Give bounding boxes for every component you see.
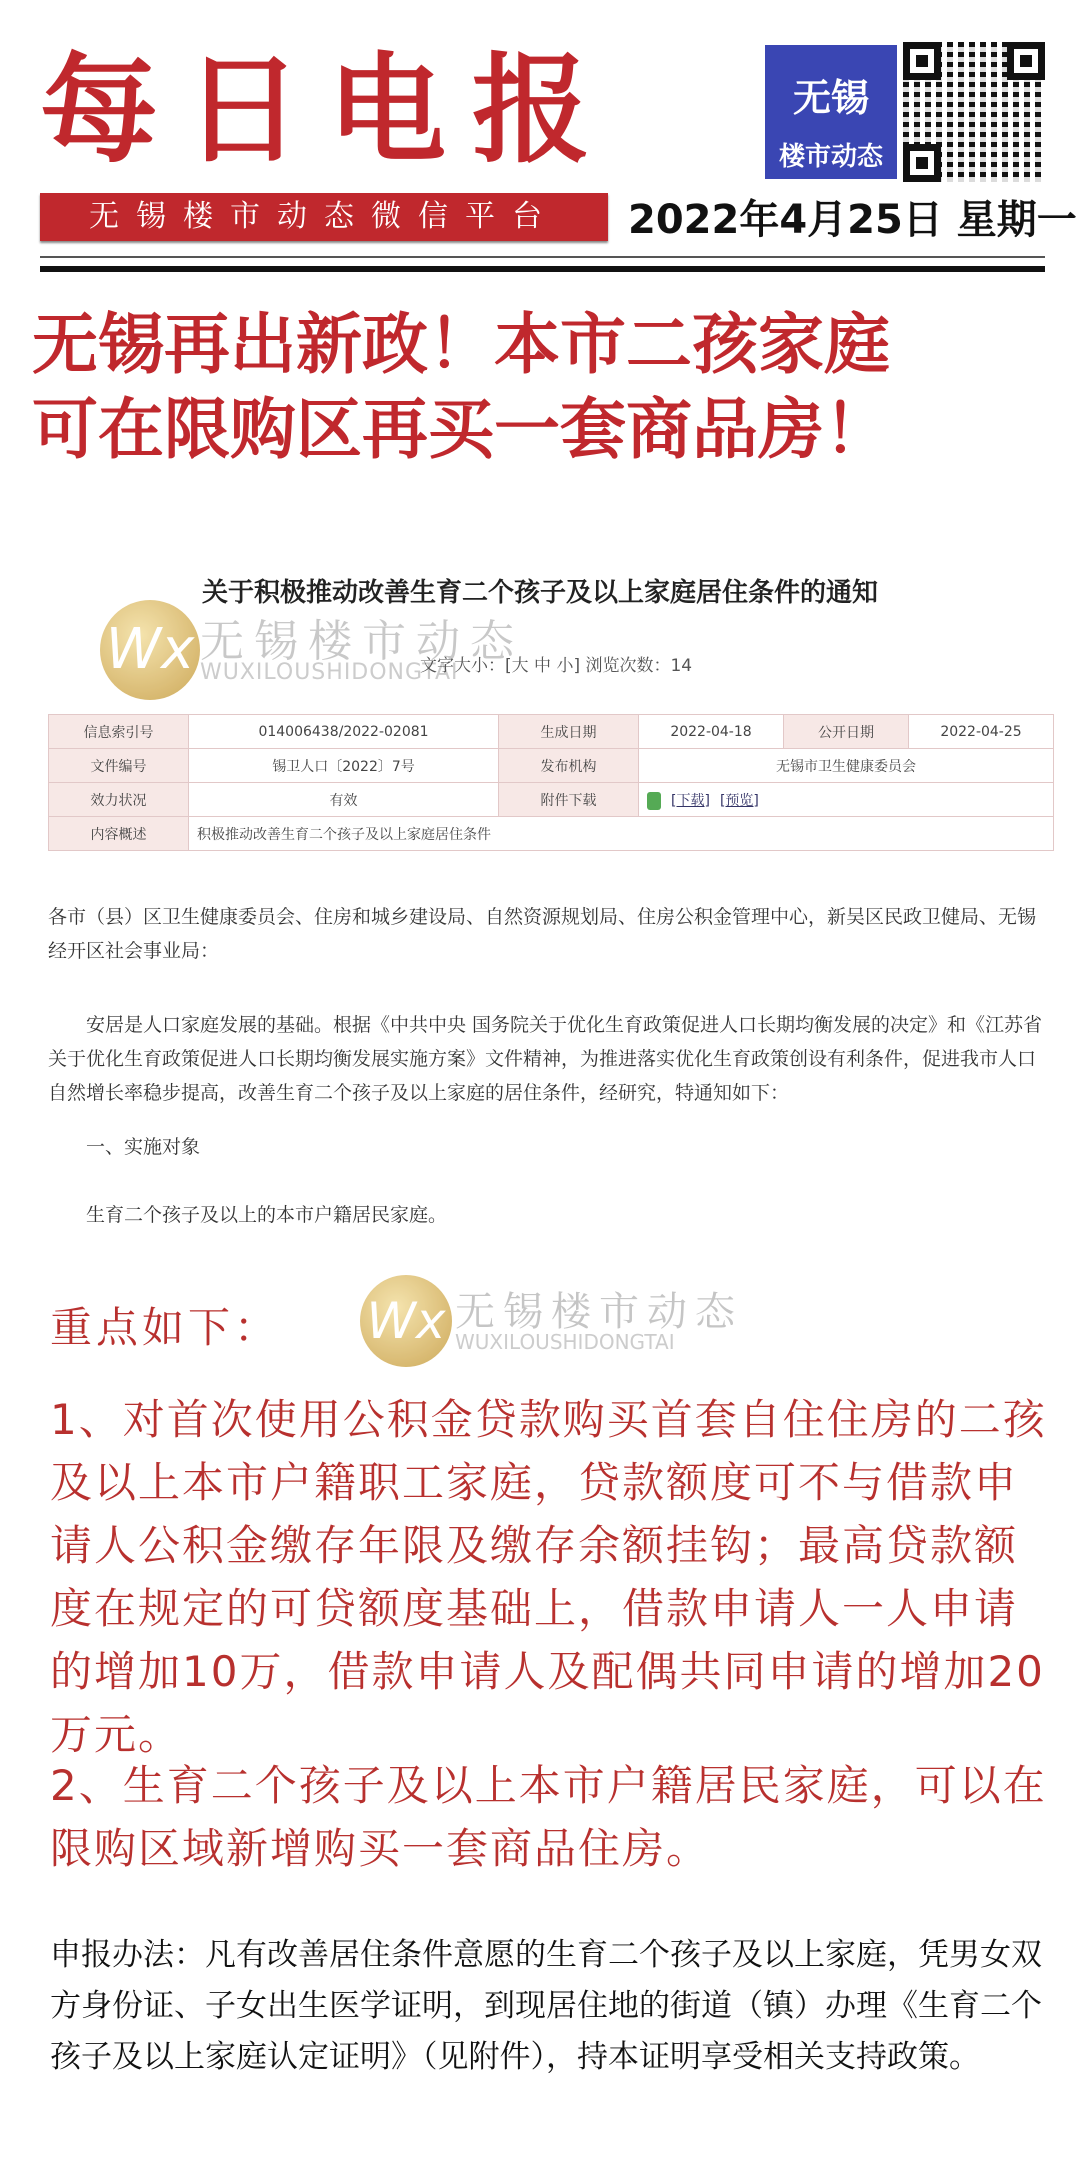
cell-label: 公开日期 [784,715,909,749]
cell-label: 附件下载 [499,783,639,817]
attachment-icon [647,792,661,810]
table-row [49,749,1054,783]
watermark-text: 无锡楼市动态 [200,616,524,667]
logo-line1: 无锡 [792,76,869,120]
cell-value: 无锡市卫生健康委员会 [639,749,1054,783]
watermark-text: 无锡楼市动态 [455,1289,743,1335]
cell-label: 内容概述 [49,817,189,851]
section-heading: 一、实施对象 [86,1136,201,1158]
download-link[interactable]: [下载] [671,792,710,809]
brand-logo [765,45,897,179]
watermark-subtext: WUXILOUSHIDONGTAI [200,660,459,685]
watermark-logo: Wx [360,1275,452,1367]
cell-value: 014006438/2022-02081 [189,715,499,749]
section-body: 生育二个孩子及以上的本市户籍居民家庭。 [86,1204,448,1226]
cell-label: 文件编号 [49,749,189,783]
cell-value: 积极推动改善生育二个孩子及以上家庭居住条件 [189,817,1054,851]
headline-line1: 无锡再出新政！本市二孩家庭 [32,306,890,383]
cell-value: 锡卫人口〔2022〕7号 [189,749,499,783]
intro-paragraph: 安居是人口家庭发展的基础。根据《中共中央 国务院关于优化生育政策促进人口长期均衡发展的决定》和《江苏省关于优化生育政策促进人口长期均衡发展实施方案》文件精神，为推进落实优化生育政策创设有利条件，促进我市人口自然增长率稳步提高，改善生育二个孩子及以上家庭的居住条件，经研究，特通知如下： [48,1014,1043,1104]
watermark-subtext: WUXILOUSHIDONGTAI [455,1330,675,1354]
headline-line2: 可在限购区再买一套商品房！ [32,391,890,468]
table-row [49,715,1054,749]
document-meta: 文字大小：[大 中 小] 浏览次数：14 [420,656,693,676]
key-point-1: 1、对首次使用公积金贷款购买首套自住住房的二孩及以上本市户籍职工家庭，贷款额度可不与借款申请人公积金缴存年限及缴存余额挂钩；最高贷款额度在规定的可贷额度基础上，借款申请人一人申请的增加10万，借款申请人及配偶共同申请的增加20万元。 [50,1395,1047,1759]
cell-value: 有效 [189,783,499,817]
document-title: 关于积极推动改善生育二个孩子及以上家庭居住条件的通知 [201,578,878,608]
attachment-cell [639,783,1054,817]
issue-date: 2022年4月25日 星期一 [628,197,1077,243]
cell-label: 信息索引号 [49,715,189,749]
watermark-logo: Wx [100,600,200,700]
cell-label: 发布机构 [499,749,639,783]
cell-label: 效力状况 [49,783,189,817]
divider [40,266,1045,272]
preview-link[interactable]: [预览] [719,792,759,809]
cell-value: 2022-04-18 [639,715,784,749]
cell-label: 生成日期 [499,715,639,749]
document-info-table [48,714,1054,851]
application-method: 申报办法：凡有改善居住条件意愿的生育二个孩子及以上家庭，凭男女双方身份证、子女出生医学证明，到现居住地的街道（镇）办理《生育二个孩子及以上家庭认定证明》（见附件），持本证明享受相关支持政策。 [50,1937,1042,2075]
key-points-title: 重点如下： [50,1303,281,1352]
table-row [49,783,1054,817]
table-row [49,817,1054,851]
logo-line2: 楼市动态 [778,142,883,172]
key-point-2: 2、生育二个孩子及以上本市户籍居民家庭，可以在限购区域新增购买一套商品住房。 [50,1761,1047,1873]
divider [40,256,1045,258]
masthead-title: 每日电报 [40,41,617,179]
masthead-subtitle: 无锡楼市动态微信平台 [40,193,608,241]
recipients: 各市（县）区卫生健康委员会、住房和城乡建设局、自然资源规划局、住房公积金管理中心，新吴区民政卫健局、无锡经开区社会事业局： [48,906,1037,962]
qr-code [903,42,1045,182]
cell-value: 2022-04-25 [909,715,1054,749]
